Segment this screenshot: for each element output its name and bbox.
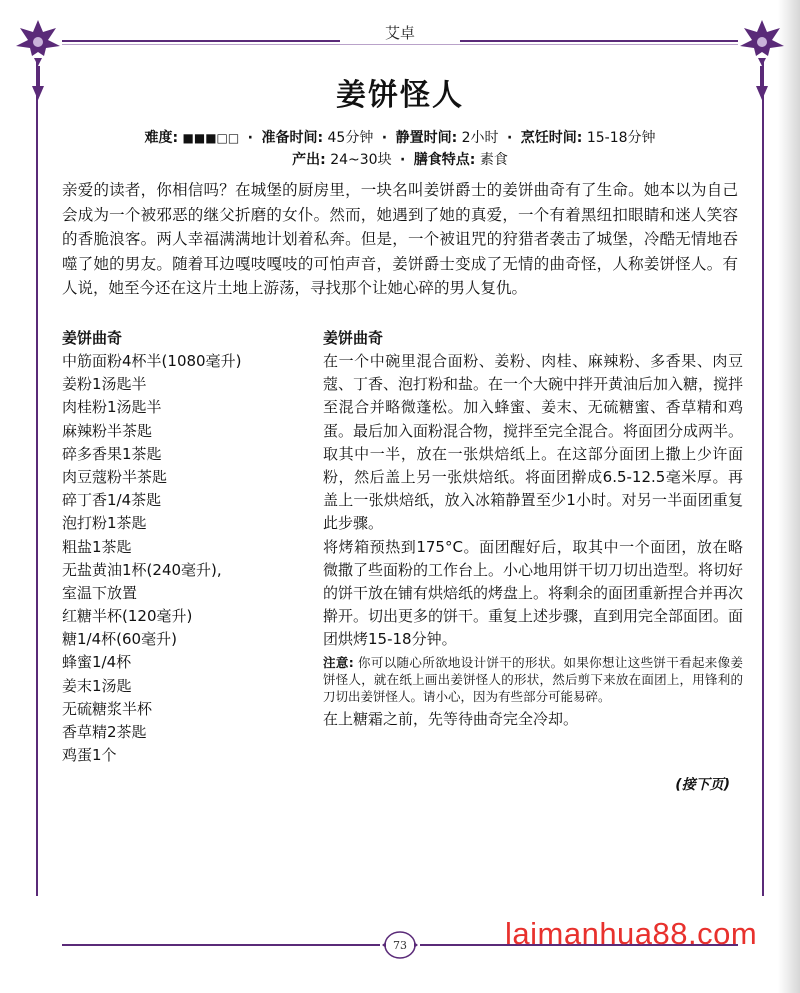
ingredient-item: 姜末1汤匙 — [62, 676, 132, 695]
meta-separator: · — [381, 130, 388, 146]
ingredient-item: 肉桂粉1汤匙半 — [62, 398, 162, 417]
diet-label: 膳食特点: — [413, 152, 476, 168]
prep-time-value: 45分钟 — [327, 130, 374, 146]
ingredient-item: 中筋面粉4杯半(1080毫升) — [62, 352, 242, 370]
ingredient-item: 泡打粉1茶匙 — [62, 514, 147, 533]
rest-time-value: 2小时 — [461, 130, 499, 146]
ingredient-item: 无硫糖浆半杯 — [62, 699, 153, 718]
ingredient-item: 糖1/4杯(60毫升) — [62, 630, 177, 649]
ingredient-item: 姜粉1汤匙半 — [62, 375, 147, 394]
instruction-step: 将烤箱预热到175°C。面团醒好后，取其中一个面团，放在略微撒了些面粉的工作台上。小心地用饼干切刀切出造型。将切好的饼干放在铺有烘焙纸的烤盘上。将剩余的面团重新捏合并再次擀开。切出更多的饼干。重复上述步骤，直到用完全部面团。面团烘烤15-18分钟。 — [323, 537, 744, 649]
recipe-meta-line-2 — [0, 149, 800, 169]
instruction-step: 在一个中碗里混合面粉、姜粉、肉桂、麻辣粉、多香果、肉豆蔻、丁香、泡打粉和盐。在一个大碗中拌开黄油后加入糖，搅拌至混合并略微蓬松。加入蜂蜜、姜末、无硫糖蜜、香草精和鸡蛋。最后加入面粉混合物，搅拌至完全混合。将面团分成两半。 — [323, 352, 744, 440]
ingredient-item: 粗盐1茶匙 — [62, 537, 132, 556]
ingredient-item: 室温下放置 — [62, 583, 138, 602]
meta-separator: · — [400, 152, 406, 168]
yield-label: 产出: — [292, 152, 326, 168]
meta-separator: · — [247, 130, 253, 146]
frame-right-rule — [762, 60, 764, 896]
ingredient-item: 肉豆蔻粉半茶匙 — [62, 467, 168, 486]
ingredient-item: 碎丁香1/4茶匙 — [62, 491, 162, 510]
ingredient-item: 香草精2茶匙 — [62, 723, 147, 741]
recipe-title: 姜饼怪人 — [336, 78, 464, 113]
running-head: 艾卓 — [340, 22, 460, 43]
instructions — [323, 350, 743, 731]
cook-time-value: 15-18分钟 — [586, 130, 656, 146]
note-label: 注意: — [323, 654, 354, 670]
ingredients-heading: 姜饼曲奇 — [62, 329, 123, 347]
steps-heading: 姜饼曲奇 — [323, 329, 384, 347]
ingredient-list — [62, 350, 312, 767]
instruction-final-step: 在上糖霜之前，先等待曲奇完全冷却。 — [323, 709, 579, 728]
watermark: laimanhua88.com — [505, 916, 758, 951]
continued-marker: (接下页) — [675, 777, 730, 793]
rest-time-label: 静置时间: — [395, 130, 458, 146]
frame-left-rule — [36, 60, 38, 896]
diet-value: 素食 — [479, 152, 508, 168]
ingredient-item: 红糖半杯(120毫升) — [62, 607, 193, 626]
note-text: 你可以随心所欲地设计饼干的形状。如果你想让这些饼干看起来像姜饼怪人，就在纸上画出姜饼怪人的形状，然后剪下来放在面团上，用锋利的刀切出姜饼怪人。请小心，因为有些部分可能易碎。 — [323, 654, 743, 704]
difficulty-label: 难度: — [144, 130, 179, 146]
recipe-intro: 亲爱的读者，你相信吗？在城堡的厨房里，一块名叫姜饼爵士的姜饼曲奇有了生命。她本以为自己会成为一个被邪恶的继父折磨的女仆。然而，她遇到了她的真爱，一个有着黑纽扣眼睛和迷人笑容的香脆浪客。两人幸福满满地计划着私奔。但是，一个被诅咒的狩猎者袭击了城堡，冷酷无情地吞噬了她的男友。随着耳边嘎吱嘎吱的可怕声音，姜饼爵士变成了无情的曲奇怪，人称姜饼怪人。有人说，她至今还在这片土地上游荡，寻找那个让她心碎的男人复仇。 — [62, 181, 738, 297]
yield-value: 24~30块 — [330, 152, 392, 168]
instruction-step: 取其中一半，放在一张烘焙纸上。在这部分面团上撒上少许面粉，然后盖上另一张烘焙纸。将面团擀成6.5-12.5毫米厚。再盖上一张烘焙纸，放入冰箱静置至少1小时。对另一半面团重复此步骤。 — [323, 444, 743, 533]
ingredient-item: 碎多香果1茶匙 — [62, 444, 162, 463]
cook-time-label: 烹饪时间: — [520, 130, 583, 146]
ingredient-item: 无盐黄油1杯(240毫升), — [62, 560, 222, 579]
prep-time-label: 准备时间: — [261, 130, 324, 146]
instruction-note — [323, 654, 743, 705]
recipe-meta-line-1 — [0, 127, 800, 147]
ingredient-item: 鸡蛋1个 — [62, 746, 117, 765]
meta-separator: · — [507, 130, 513, 146]
ingredient-item: 麻辣粉半茶匙 — [62, 421, 153, 440]
difficulty-rating: ■■■□□ — [182, 131, 240, 145]
page-number: 73 — [393, 939, 407, 952]
ingredient-item: 蜂蜜1/4杯 — [62, 653, 132, 672]
footer-rule-left — [62, 944, 380, 946]
